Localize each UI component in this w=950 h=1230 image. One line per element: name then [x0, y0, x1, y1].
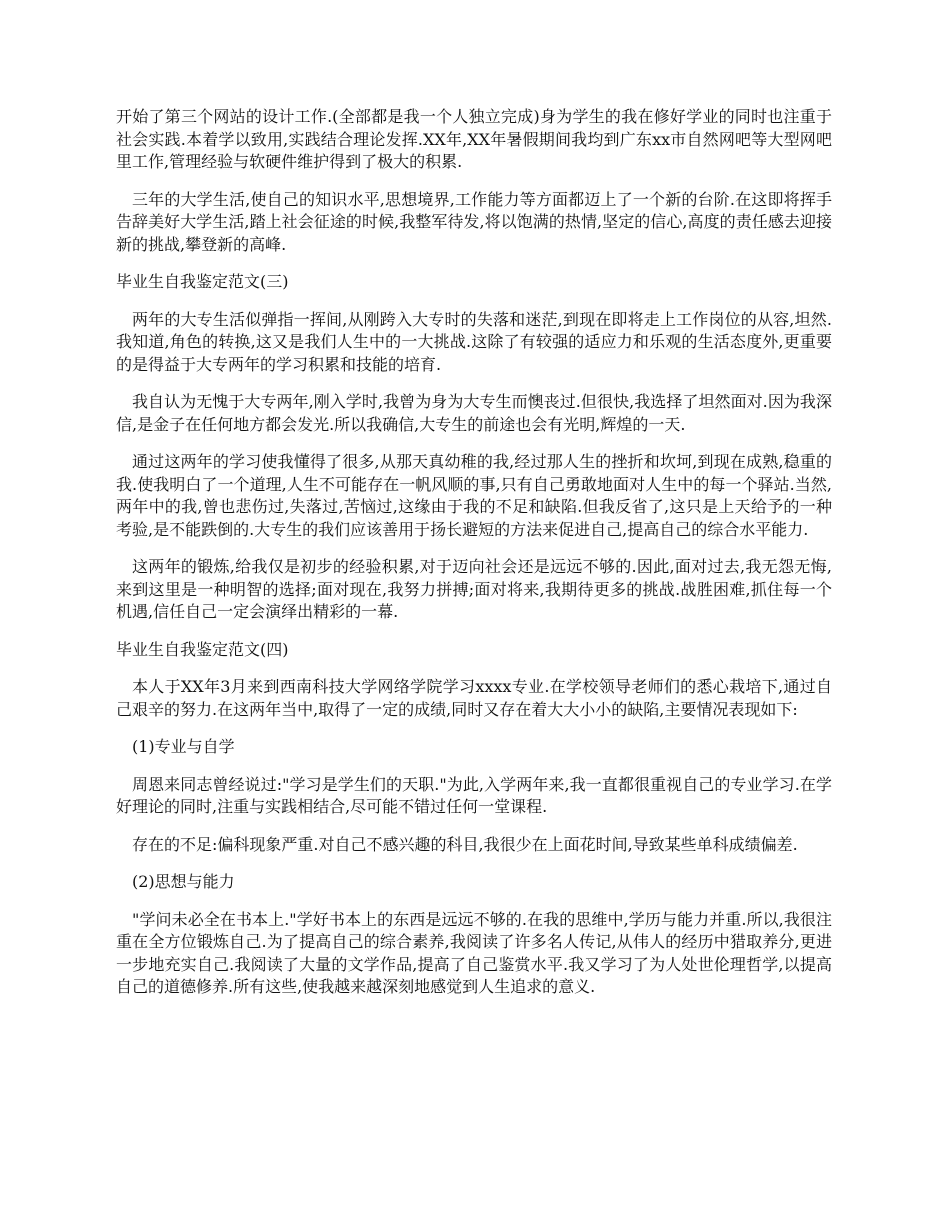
subheading: (1)专业与自学: [132, 737, 235, 756]
paragraph: 周恩来同志曾经说过:"学习是学生们的天职."为此,入学两年来,我一直都很重视自己的专业学习.在学好理论的同时,注重与实践相结合,尽可能不错过任何一堂课程.: [116, 774, 832, 816]
paragraph: "学问未必全在书本上."学好书本上的东西是远远不够的.在我的思维中,学历与能力并重.所以,我很注重在全方位锻炼自己.为了提高自己的综合素养,我阅读了许多名人传记,从伟人的经历中猎取养分,更进一步地充实自己.我阅读了大量的文学作品,提高了自己鉴赏水平.我又学习了为人处世伦理哲学,以提高自己的道德修养.所有这些,使我越来越深刻地感觉到人生追求的意义.: [116, 909, 832, 996]
section-heading: 毕业生自我鉴定范文(三): [116, 272, 289, 291]
paragraph: 本人于XX年3月来到西南科技大学网络学院学习xxxx专业.在学校领导老师们的悉心栽培下,通过自己艰辛的努力.在这两年当中,取得了一定的成绩,同时又存在着大大小小的缺陷,主要情况表现如下:: [116, 677, 832, 719]
subheading: (2)思想与能力: [132, 872, 235, 891]
document-body: [116, 106, 832, 1014]
paragraph: 两年的大专生活似弹指一挥间,从刚跨入大专时的失落和迷茫,到现在即将走上工作岗位的从容,坦然.我知道,角色的转换,这又是我们人生中的一大挑战.这除了有较强的适应力和乐观的生活态度外,更重要的是得益于大专两年的学习积累和技能的培育.: [116, 309, 832, 374]
paragraph: 我自认为无愧于大专两年,刚入学时,我曾为身为大专生而懊丧过.但很快,我选择了坦然面对.因为我深信,是金子在任何地方都会发光.所以我确信,大专生的前途也会有光明,辉煌的一天.: [116, 392, 832, 434]
paragraph: 这两年的锻炼,给我仅是初步的经验积累,对于迈向社会还是远远不够的.因此,面对过去,我无怨无悔,来到这里是一种明智的选择;面对现在,我努力拼搏;面对将来,我期待更多的挑战.战胜困难,抓住每一个机遇,信任自己一定会演绎出精彩的一幕.: [116, 557, 832, 621]
paragraph: 开始了第三个网站的设计工作.(全部都是我一个人独立完成)身为学生的我在修好学业的同时也注重于社会实践.本着学以致用,实践结合理论发挥.XX年,XX年暑假期间我均到广东xx市自然网吧等大型网吧里工作,管理经验与软硬件维护得到了极大的积累.: [116, 107, 832, 171]
paragraph: 通过这两年的学习使我懂得了很多,从那天真幼稚的我,经过那人生的挫折和坎坷,到现在成熟,稳重的我.使我明白了一个道理,人生不可能存在一帆风顺的事,只有自己勇敢地面对人生中的每一个驿站.当然,两年中的我,曾也悲伤过,失落过,苦恼过,这缘由于我的不足和缺陷.但我反省了,这只是上天给予的一种考验,是不能跌倒的.大专生的我们应该善用于扬长避短的方法来促进自己,提高自己的综合水平能力.: [116, 452, 832, 539]
paragraph: 三年的大学生活,使自己的知识水平,思想境界,工作能力等方面都迈上了一个新的台阶.在这即将挥手告辞美好大学生活,踏上社会征途的时候,我整军待发,将以饱满的热情,坚定的信心,高度的责任感去迎接新的挑战,攀登新的高峰.: [116, 189, 832, 254]
section-heading: 毕业生自我鉴定范文(四): [116, 639, 289, 659]
paragraph: 存在的不足:偏科现象严重.对自己不感兴趣的科目,我很少在上面花时间,导致某些单科成绩偏差.: [132, 834, 798, 854]
